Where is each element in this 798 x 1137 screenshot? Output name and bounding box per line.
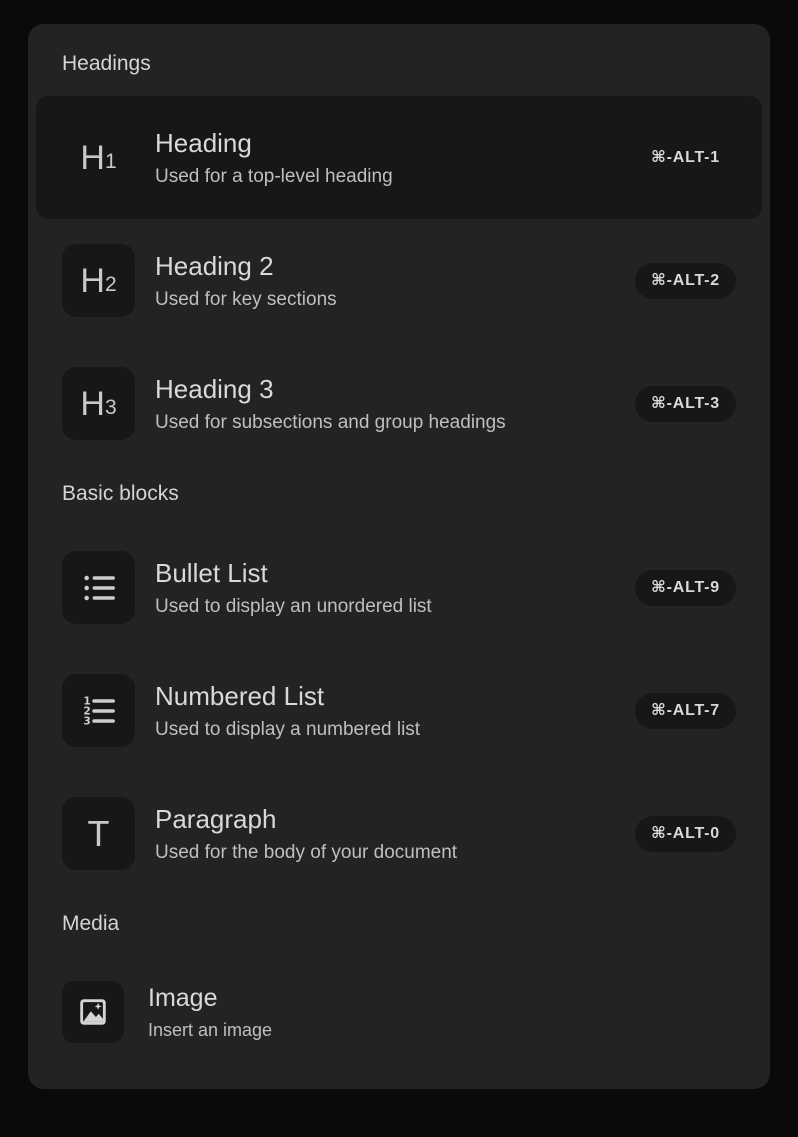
menu-item-subtitle: Insert an image — [148, 1019, 273, 1040]
menu-item-title: Bullet List — [155, 557, 268, 588]
menu-item-subtitle: Used for a top-level heading — [155, 165, 393, 187]
section-label: Basic blocks — [62, 482, 179, 505]
menu-item-paragraph[interactable] — [36, 772, 762, 895]
menu-item-numbered-list[interactable] — [36, 649, 762, 772]
menu-item-subtitle: Used for the body of your document — [155, 841, 458, 863]
bullet-list-icon — [62, 551, 135, 624]
h3-icon: H 3 — [62, 367, 135, 440]
menu-item-subtitle: Used to display an unordered list — [155, 595, 432, 617]
section-items — [36, 96, 762, 465]
menu-item-shortcut: ⌘-ALT-9 — [635, 570, 736, 606]
svg-text:3: 3 — [82, 714, 91, 728]
numbered-list-icon — [62, 674, 135, 747]
menu-item-title: Heading 3 — [155, 373, 274, 404]
section-label: Headings — [62, 52, 151, 75]
section-items — [36, 526, 762, 895]
block-insert-menu — [28, 24, 770, 1089]
menu-section-headings — [36, 50, 762, 465]
menu-section-basic-blocks — [36, 480, 762, 895]
menu-section-media — [36, 910, 762, 1068]
section-items — [36, 956, 762, 1068]
menu-item-text — [155, 251, 337, 311]
svg-text:1: 1 — [82, 694, 91, 708]
menu-item-text — [155, 558, 432, 618]
menu-item-title: Image — [148, 983, 218, 1012]
menu-item-text — [155, 681, 420, 741]
menu-item-subtitle: Used for key sections — [155, 288, 337, 310]
menu-item-bullet-list[interactable] — [36, 526, 762, 649]
menu-item-title: Paragraph — [155, 803, 277, 834]
menu-item-title: Heading — [155, 127, 252, 158]
menu-item-title: Heading 2 — [155, 250, 274, 281]
menu-item-text — [155, 374, 506, 434]
menu-item-heading[interactable] — [36, 96, 762, 219]
paragraph-icon: T — [62, 797, 135, 870]
h1-icon: H 1 — [62, 121, 135, 194]
menu-item-subtitle: Used to display a numbered list — [155, 718, 421, 740]
menu-item-heading-3[interactable] — [36, 342, 762, 465]
h2-icon: H 2 — [62, 244, 135, 317]
menu-item-shortcut: ⌘-ALT-1 — [635, 140, 736, 176]
menu-item-text — [155, 804, 457, 864]
menu-item-heading-2[interactable] — [36, 219, 762, 342]
menu-item-text — [155, 128, 393, 188]
section-label: Media — [62, 912, 120, 935]
menu-item-title: Numbered List — [155, 680, 325, 711]
menu-item-subtitle: Used for subsections and group headings — [155, 411, 506, 433]
svg-text:2: 2 — [82, 704, 91, 718]
menu-item-shortcut: ⌘-ALT-7 — [635, 693, 736, 729]
menu-item-image[interactable] — [36, 956, 762, 1068]
image-icon — [62, 981, 124, 1043]
menu-item-shortcut: ⌘-ALT-3 — [635, 386, 736, 422]
menu-item-text — [148, 984, 272, 1041]
menu-item-shortcut: ⌘-ALT-2 — [635, 263, 736, 299]
menu-item-shortcut: ⌘-ALT-0 — [635, 816, 736, 852]
